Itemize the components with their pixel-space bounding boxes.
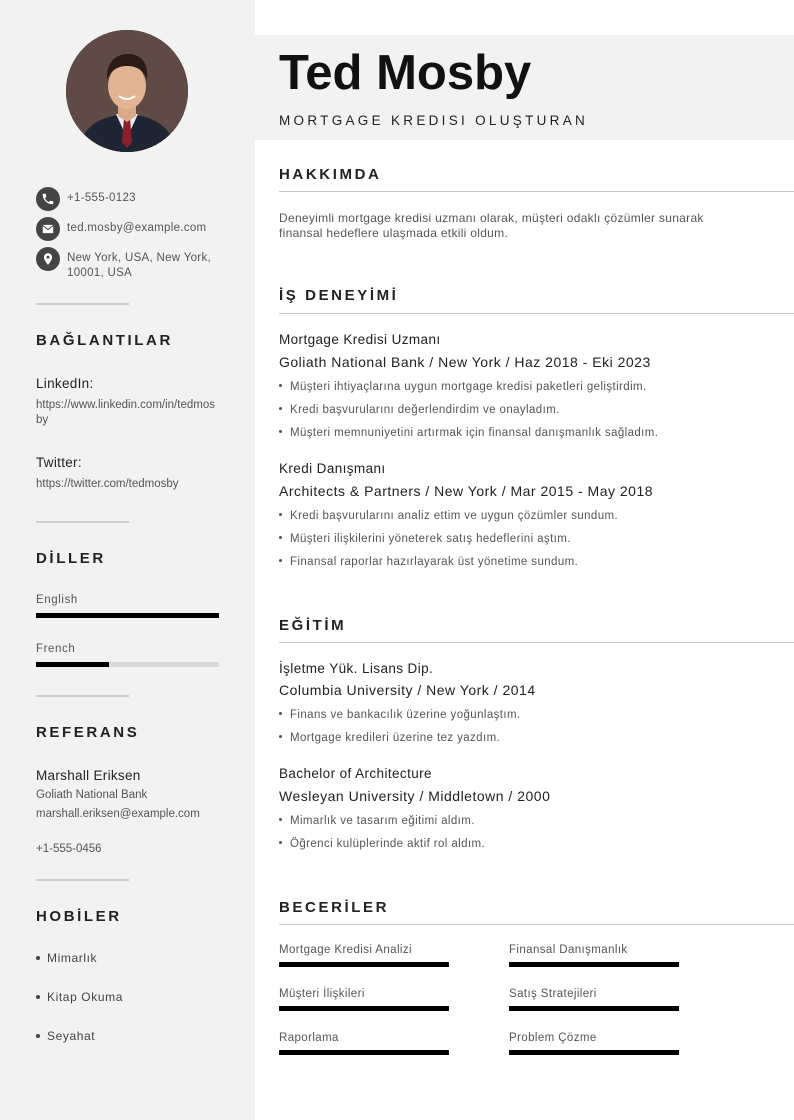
job-org: Architects & Partners / New York / Mar 2015 - May 2018 [279,483,654,499]
reference-company: Goliath National Bank [36,789,148,801]
job-bullet: Müşteri ilişkilerini yöneterek satış hedeflerini aştım. [279,533,571,545]
skill-level-bar [509,1006,679,1011]
job-org: Goliath National Bank / New York / Haz 2018 - Eki 2023 [279,354,651,370]
location-pin-icon [36,247,60,271]
bullet-icon [279,841,282,844]
profile-photo-icon [66,30,188,152]
skill-level-bar [509,962,679,967]
sidebar-divider [36,521,129,523]
reference-phone: +1-555-0456 [36,843,102,855]
email-icon [36,217,60,241]
education-bullet: Mimarlık ve tasarım eğitimi aldım. [279,815,475,827]
job-role: Mortgage Kredisi Uzmanı [279,332,441,347]
language-level-fill [36,613,219,618]
job-bullet: Kredi başvurularını değerlendirdim ve onayladım. [279,404,560,416]
bullet-icon [279,818,282,821]
skill-level-bar [509,1050,679,1055]
about-heading: HAKKIMDA [279,166,382,183]
job-bullet: Müşteri memnuniyetini artırmak için finansal danışmanlık sağladım. [279,427,658,439]
twitter-link[interactable]: https://twitter.com/tedmosby [36,478,179,490]
experience-heading: İŞ DENEYİMİ [279,287,399,304]
skill-name: Müşteri İlişkileri [279,988,365,1000]
job-role: Kredi Danışmanı [279,461,386,476]
languages-heading: DİLLER [36,550,106,567]
job-title: MORTGAGE KREDISI OLUŞTURAN [279,113,589,128]
bullet-icon [279,735,282,738]
bullet-icon [279,559,282,562]
bullet-icon [279,384,282,387]
avatar [66,30,188,152]
contact-phone-row [36,187,227,211]
section-rule [279,313,794,314]
skill-name: Problem Çözme [509,1032,597,1044]
links-heading: BAĞLANTILAR [36,332,173,349]
skills-heading: BECERİLER [279,899,390,916]
language-name: English [36,594,78,606]
skill-level-bar [279,1050,449,1055]
phone-icon [36,187,60,211]
skill-level-bar [279,1006,449,1011]
hobby-item: Mimarlık [36,951,97,965]
skill-level-bar [279,962,449,967]
hobbies-heading: HOBİLER [36,908,122,925]
job-bullet: Müşteri ihtiyaçlarına uygun mortgage kredisi paketleri geliştirdim. [279,381,647,393]
hobby-item: Kitap Okuma [36,990,123,1004]
job-bullet: Kredi başvurularını analiz ettim ve uygun çözümler sundum. [279,510,618,522]
sidebar-divider [36,695,129,697]
bullet-icon [279,513,282,516]
reference-name: Marshall Eriksen [36,768,141,783]
skill-name: Satış Stratejileri [509,988,597,1000]
bullet-icon [36,956,40,960]
education-bullet: Mortgage kredileri üzerine tez yazdım. [279,732,500,744]
contact-email-row [36,217,227,241]
bullet-icon [36,995,40,999]
education-degree: İşletme Yük. Lisans Dip. [279,661,434,676]
skill-name: Mortgage Kredisi Analizi [279,944,412,956]
sidebar [0,0,255,1120]
skill-name: Finansal Danışmanlık [509,944,628,956]
person-name: Ted Mosby [279,46,532,100]
section-rule [279,642,794,643]
education-school: Wesleyan University / Middletown / 2000 [279,788,551,804]
contact-address-row [36,247,227,281]
education-heading: EĞİTİM [279,617,347,634]
main-content [255,0,794,1120]
twitter-label: Twitter: [36,455,82,470]
linkedin-label: LinkedIn: [36,376,94,391]
linkedin-link[interactable]: https://www.linkedin.com/in/tedmosby [36,399,215,426]
contact-email: ted.mosby@example.com [67,222,207,234]
section-rule [279,924,794,925]
education-bullet: Öğrenci kulüplerinde aktif rol aldım. [279,838,485,850]
sidebar-divider [36,879,129,881]
contact-phone: +1-555-0123 [67,192,136,204]
bullet-icon [279,536,282,539]
about-text: Deneyimli mortgage kredisi uzmanı olarak, müşteri odaklı çözümler sunarak finansal hedeflere ulaşmada etkili oldum. [279,211,704,240]
section-rule [279,191,794,192]
bullet-icon [279,430,282,433]
job-bullet: Finansal raporlar hazırlayarak üst yönetime sundum. [279,556,578,568]
education-degree: Bachelor of Architecture [279,766,432,781]
bullet-icon [279,712,282,715]
reference-email[interactable]: marshall.eriksen@example.com [36,808,200,820]
contact-address: New York, USA, New York, 10001, USA [67,252,211,279]
bullet-icon [279,407,282,410]
language-name: French [36,643,76,655]
language-level-bar [36,613,219,618]
education-school: Columbia University / New York / 2014 [279,682,536,698]
sidebar-divider [36,303,129,305]
education-bullet: Finans ve bankacılık üzerine yoğunlaştım. [279,709,521,721]
language-level-bar [36,662,219,667]
bullet-icon [36,1034,40,1038]
language-level-fill [36,662,109,667]
skill-name: Raporlama [279,1032,339,1044]
reference-heading: REFERANS [36,724,140,741]
hobby-item: Seyahat [36,1029,95,1043]
